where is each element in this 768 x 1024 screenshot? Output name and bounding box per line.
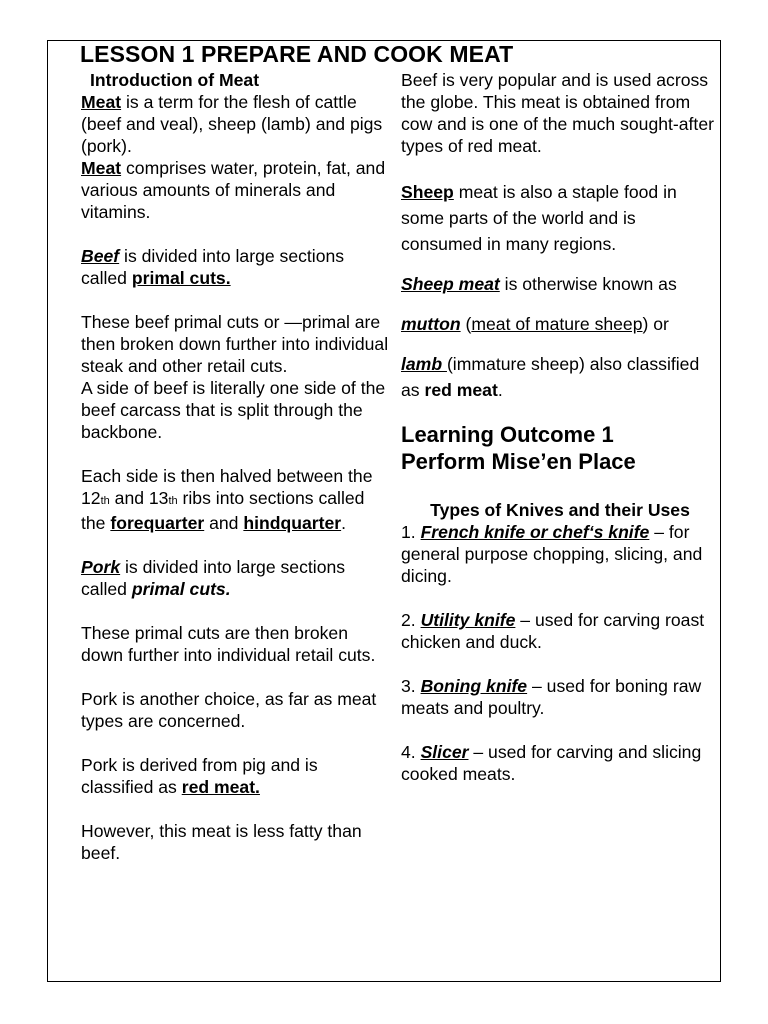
sheep-staple: Sheep meat is also a staple food in some parts of the world and is consumed in many regions. bbox=[401, 182, 677, 254]
term-boning-knife: Boning knife bbox=[420, 676, 528, 696]
right-column bbox=[401, 69, 719, 785]
knife-item-1: 1. French knife or chef‘s knife – for general purpose chopping, slicing, and dicing. bbox=[401, 522, 703, 586]
beef-primal-cuts: Beef is divided into large sections called primal cuts. bbox=[81, 246, 345, 288]
pork-choice: Pork is another choice, as far as meat types are concerned. bbox=[81, 689, 377, 731]
learning-outcome-line1: Learning Outcome 1 bbox=[401, 422, 614, 447]
learning-outcome-line2: Perform Mise’en Place bbox=[401, 449, 636, 474]
lamb-definition: lamb (immature sheep) also classified as red meat. bbox=[401, 354, 700, 400]
sheep-meat-known: Sheep meat is otherwise known as bbox=[401, 274, 677, 294]
term-utility-knife: Utility knife bbox=[420, 610, 516, 630]
term-french-knife: French knife or chef‘s knife bbox=[420, 522, 650, 542]
knife-item-2: 2. Utility knife – used for carving roast chicken and duck. bbox=[401, 610, 705, 652]
beef-primal-breakdown: These beef primal cuts or —primal are then broken down further into individual steak and other retail cuts. bbox=[81, 312, 389, 376]
pork-primal-cuts: Pork is divided into large sections called primal cuts. bbox=[81, 557, 346, 599]
term-mutton: mutton bbox=[401, 314, 461, 334]
beef-popular: Beef is very popular and is used across the globe. This meat is obtained from cow and is one of the much sought-after types of red meat. bbox=[401, 70, 714, 156]
intro-heading: Introduction of Meat bbox=[90, 70, 260, 90]
term-meat-2: Meat bbox=[81, 158, 122, 178]
pork-retail-cuts: These primal cuts are then broken down further into individual retail cuts. bbox=[81, 623, 376, 665]
term-hindquarter: hindquarter bbox=[243, 513, 342, 533]
left-column bbox=[81, 69, 393, 864]
meat-definition: Meat is a term for the flesh of cattle (beef and veal), sheep (lamb) and pigs (pork). bbox=[81, 92, 383, 156]
term-sheep-meat: Sheep meat bbox=[401, 274, 500, 294]
pork-red-meat: Pork is derived from pig and is classified as red meat. bbox=[81, 755, 318, 797]
term-slicer: Slicer bbox=[420, 742, 469, 762]
side-of-beef: A side of beef is literally one side of the beef carcass that is split through the backbone. bbox=[81, 378, 386, 442]
meat-composition: Meat comprises water, protein, fat, and various amounts of minerals and vitamins. bbox=[81, 158, 386, 222]
knife-item-3: 3. Boning knife – used for boning raw meats and poultry. bbox=[401, 676, 702, 718]
mutton-definition: mutton (meat of mature sheep) or bbox=[401, 314, 669, 334]
term-meat: Meat bbox=[81, 92, 122, 112]
knives-heading: Types of Knives and their Uses bbox=[430, 500, 690, 520]
lesson-title: LESSON 1 PREPARE AND COOK MEAT bbox=[80, 41, 514, 67]
term-lamb: lamb bbox=[401, 354, 447, 374]
term-beef: Beef bbox=[81, 246, 120, 266]
term-forequarter: forequarter bbox=[110, 513, 205, 533]
term-sheep: Sheep bbox=[401, 182, 454, 202]
side-halved: Each side is then halved between the 12th and 13th ribs into sections called the forequarter and hindquarter. bbox=[81, 466, 373, 533]
term-pork: Pork bbox=[81, 557, 121, 577]
pork-less-fatty: However, this meat is less fatty than beef. bbox=[81, 821, 362, 863]
knife-item-4: 4. Slicer – used for carving and slicing cooked meats. bbox=[401, 742, 702, 784]
